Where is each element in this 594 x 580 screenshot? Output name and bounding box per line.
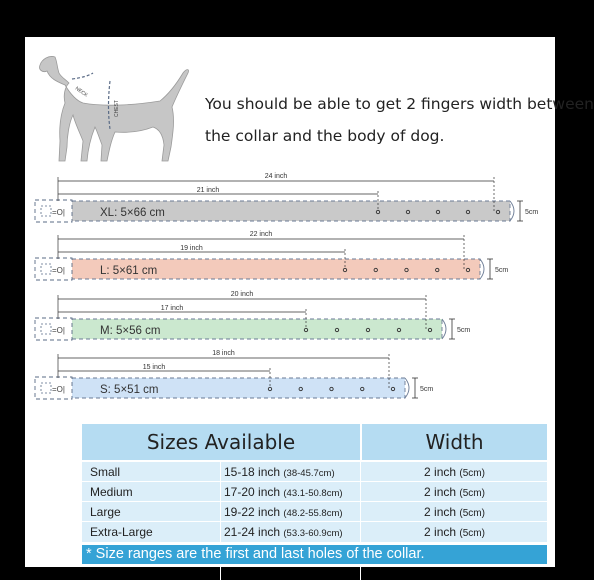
width-value: 2 inch (5cm) bbox=[424, 485, 485, 499]
collar-tip bbox=[442, 319, 446, 339]
table-header-width: Width bbox=[362, 424, 547, 460]
table-row bbox=[82, 523, 547, 541]
table-row bbox=[82, 503, 547, 521]
size-range: 21-24 inch (53.3-60.9cm) bbox=[224, 525, 343, 539]
first-hole-label: 15 inch bbox=[142, 364, 166, 371]
collar-size-label: L: 5×61 cm bbox=[100, 265, 158, 277]
size-name: Small bbox=[90, 465, 121, 479]
fit-note-line-1: You should be able to get 2 fingers width between bbox=[205, 95, 594, 113]
dog-illustration bbox=[40, 56, 189, 161]
collar-list bbox=[35, 173, 538, 399]
size-range: 15-18 inch (38-45.7cm) bbox=[224, 465, 335, 479]
table-row bbox=[82, 463, 547, 481]
size-name: Medium bbox=[90, 485, 133, 499]
collar-tip bbox=[510, 201, 514, 221]
fit-note-line-2: the collar and the body of dog. bbox=[205, 127, 445, 145]
size-range: 17-20 inch (43.1-50.8cm) bbox=[224, 485, 343, 499]
total-length-label: 22 inch bbox=[249, 231, 273, 238]
table-row bbox=[82, 483, 547, 501]
neck-label: NECK bbox=[73, 85, 89, 99]
collar-tip bbox=[480, 259, 484, 279]
first-hole-label: 19 inch bbox=[180, 245, 203, 252]
buckle-glyph: =O| bbox=[52, 266, 65, 275]
total-length-label: 18 inch bbox=[212, 350, 235, 357]
width-label: 5cm bbox=[457, 327, 471, 334]
total-length-label: 24 inch bbox=[264, 173, 288, 180]
width-value: 2 inch (5cm) bbox=[424, 525, 485, 539]
collar-size-label: M: 5×56 cm bbox=[100, 325, 161, 337]
first-hole-label: 21 inch bbox=[196, 187, 220, 194]
row-divider bbox=[82, 521, 547, 522]
row-divider bbox=[82, 481, 547, 482]
table-header-sizes: Sizes Available bbox=[82, 424, 360, 460]
size-name: Large bbox=[90, 505, 121, 519]
row-divider bbox=[82, 501, 547, 502]
width-label: 5cm bbox=[495, 267, 509, 274]
buckle-glyph: =O| bbox=[52, 385, 65, 394]
width-label: 5cm bbox=[525, 209, 539, 216]
size-name: Extra-Large bbox=[90, 525, 153, 539]
width-value: 2 inch (5cm) bbox=[424, 465, 485, 479]
collar-diagram bbox=[25, 37, 555, 417]
table-body bbox=[82, 462, 547, 542]
collar-size-label: XL: 5×66 cm bbox=[100, 207, 165, 219]
size-range: 19-22 inch (48.2-55.8cm) bbox=[224, 505, 343, 519]
size-range-footnote: * Size ranges are the first and last holes of the collar. bbox=[82, 545, 547, 564]
chest-label: CHEST bbox=[114, 100, 120, 117]
width-value: 2 inch (5cm) bbox=[424, 505, 485, 519]
buckle-glyph: =O| bbox=[52, 326, 65, 335]
collar-size-label: S: 5×51 cm bbox=[100, 384, 159, 396]
buckle-glyph: =O| bbox=[52, 208, 65, 217]
width-label: 5cm bbox=[420, 386, 434, 393]
neck-marker bbox=[72, 73, 93, 79]
size-table bbox=[82, 424, 547, 564]
collar-tip bbox=[405, 378, 409, 398]
first-hole-label: 17 inch bbox=[160, 305, 184, 312]
size-chart-panel bbox=[25, 37, 594, 567]
total-length-label: 20 inch bbox=[230, 291, 254, 298]
